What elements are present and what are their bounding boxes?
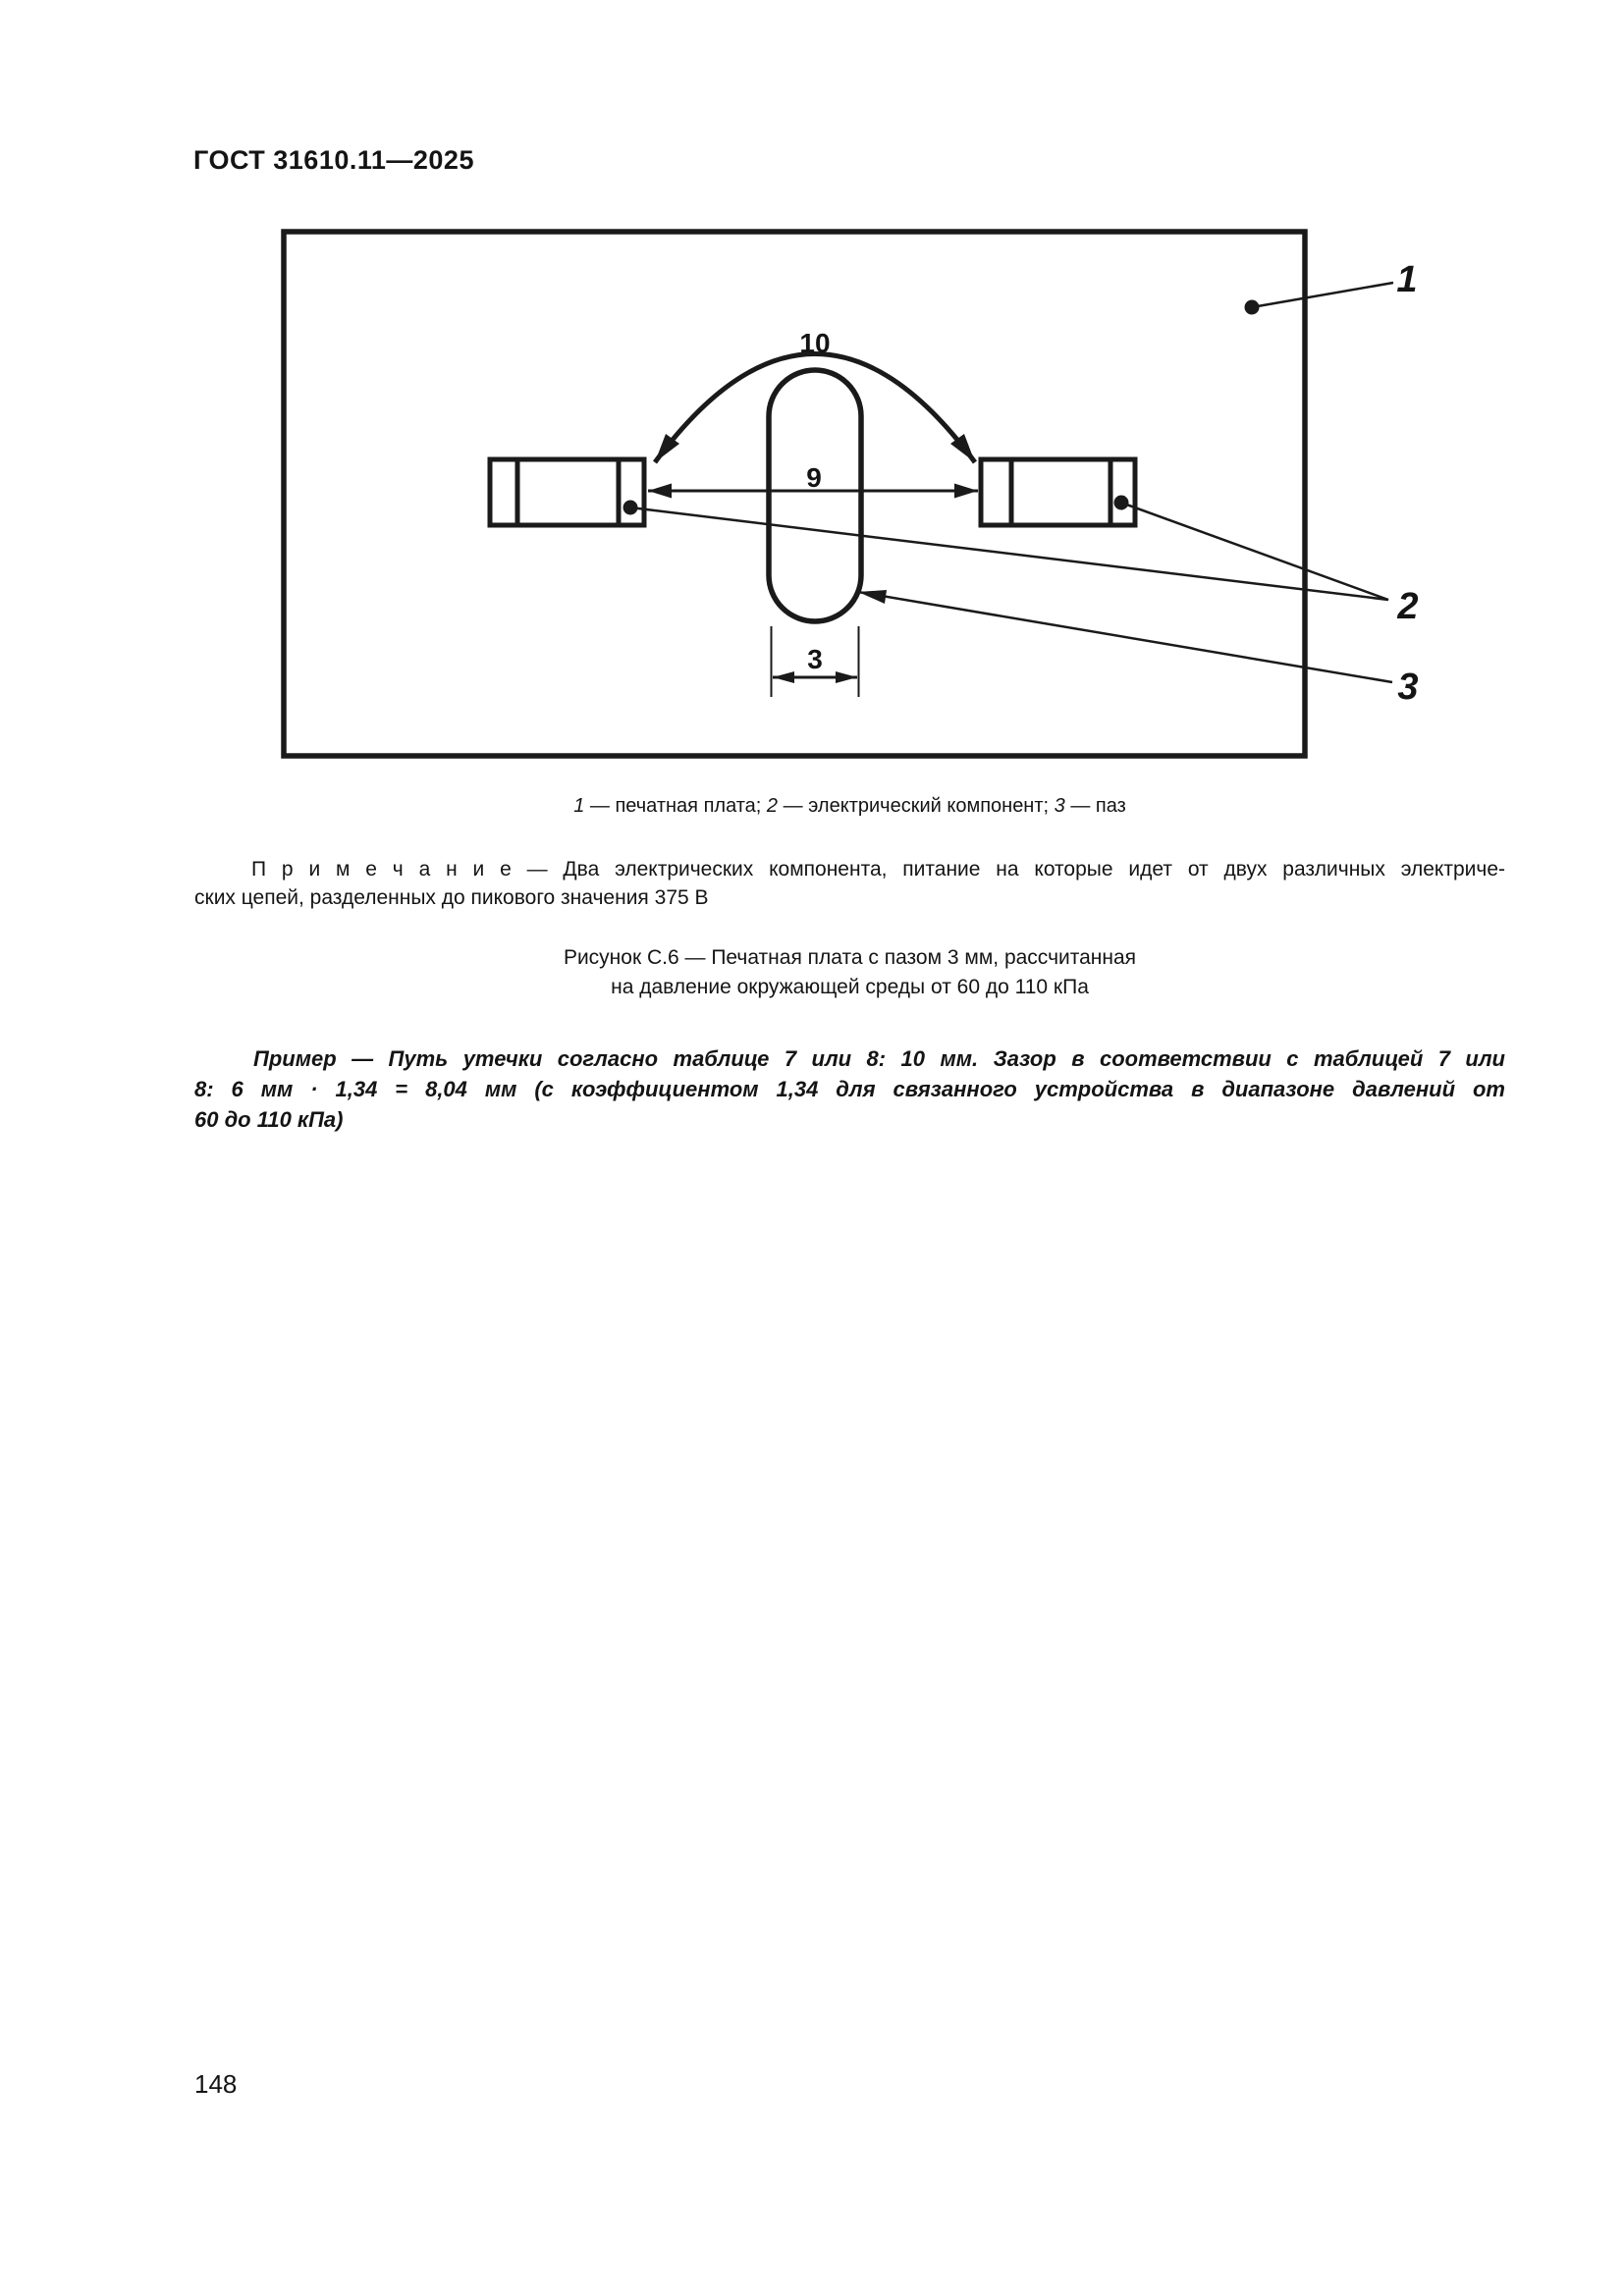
legend-num-2: 2 xyxy=(766,795,779,817)
dim-label-slot-width: 3 xyxy=(807,644,823,674)
standard-number-heading: ГОСТ 31610.11—2025 xyxy=(193,145,474,175)
note-label: П р и м е ч а н и е xyxy=(251,858,512,881)
example-paragraph xyxy=(194,1043,1505,1135)
callout-board xyxy=(1245,283,1394,315)
legend-text-1: — печатная плата; xyxy=(584,795,767,817)
legend-text-2: — электрический компонент; xyxy=(778,795,1055,817)
figure-title-line-1: Рисунок С.6 — Печатная плата с пазом 3 мм, рассчитанная xyxy=(563,946,1137,969)
callout-line xyxy=(1121,503,1388,600)
note-line-1-text: — Два электрических компонента, питание на которые идет от двух различных электриче- xyxy=(511,858,1505,881)
component-left xyxy=(490,459,644,525)
dim-label-creepage: 10 xyxy=(799,328,831,358)
dim-label-clearance: 9 xyxy=(806,462,822,493)
example-line-3: 60 до 110 кПа) xyxy=(194,1107,344,1132)
arrowhead-right-icon xyxy=(954,484,978,499)
arrowhead-right-icon xyxy=(836,671,857,683)
note-line-2: ских цепей, разделенных до пикового значения 375 В xyxy=(194,886,709,909)
legend-num-3: 3 xyxy=(1054,795,1065,817)
note-paragraph xyxy=(194,855,1505,912)
callout-label-board: 1 xyxy=(1396,259,1418,300)
callout-line xyxy=(1252,283,1393,307)
callout-components xyxy=(623,496,1389,601)
legend-num-1: 1 xyxy=(573,795,585,817)
example-line-1: Пример — Путь утечки согласно таблице 7 или 8: 10 мм. Зазор в соответствии с таблицей 7 или xyxy=(253,1046,1505,1071)
slot-cutout xyxy=(769,370,861,621)
figure-legend xyxy=(194,793,1505,819)
component-right xyxy=(981,459,1135,525)
page-number: 148 xyxy=(194,2069,238,2099)
callout-line xyxy=(858,592,1392,682)
callout-label-component: 2 xyxy=(1397,586,1419,627)
figure-title xyxy=(194,943,1505,1002)
callout-slot xyxy=(858,590,1392,682)
figure-title-line-2: на давление окружающей среды от 60 до 110 кПа xyxy=(611,976,1089,998)
figure-c6-diagram xyxy=(0,0,1624,785)
note-line-1 xyxy=(194,855,1505,883)
arrowhead-left-icon xyxy=(648,484,672,499)
arrowhead-icon xyxy=(858,590,887,604)
legend-text-3: — паз xyxy=(1064,795,1126,817)
example-line-2: 8: 6 мм · 1,34 = 8,04 мм (с коэффициентом 1,34 для связанного устройства в диапазоне давлений от xyxy=(194,1077,1505,1101)
callout-label-slot: 3 xyxy=(1397,667,1419,708)
arrowhead-left-icon xyxy=(773,671,794,683)
